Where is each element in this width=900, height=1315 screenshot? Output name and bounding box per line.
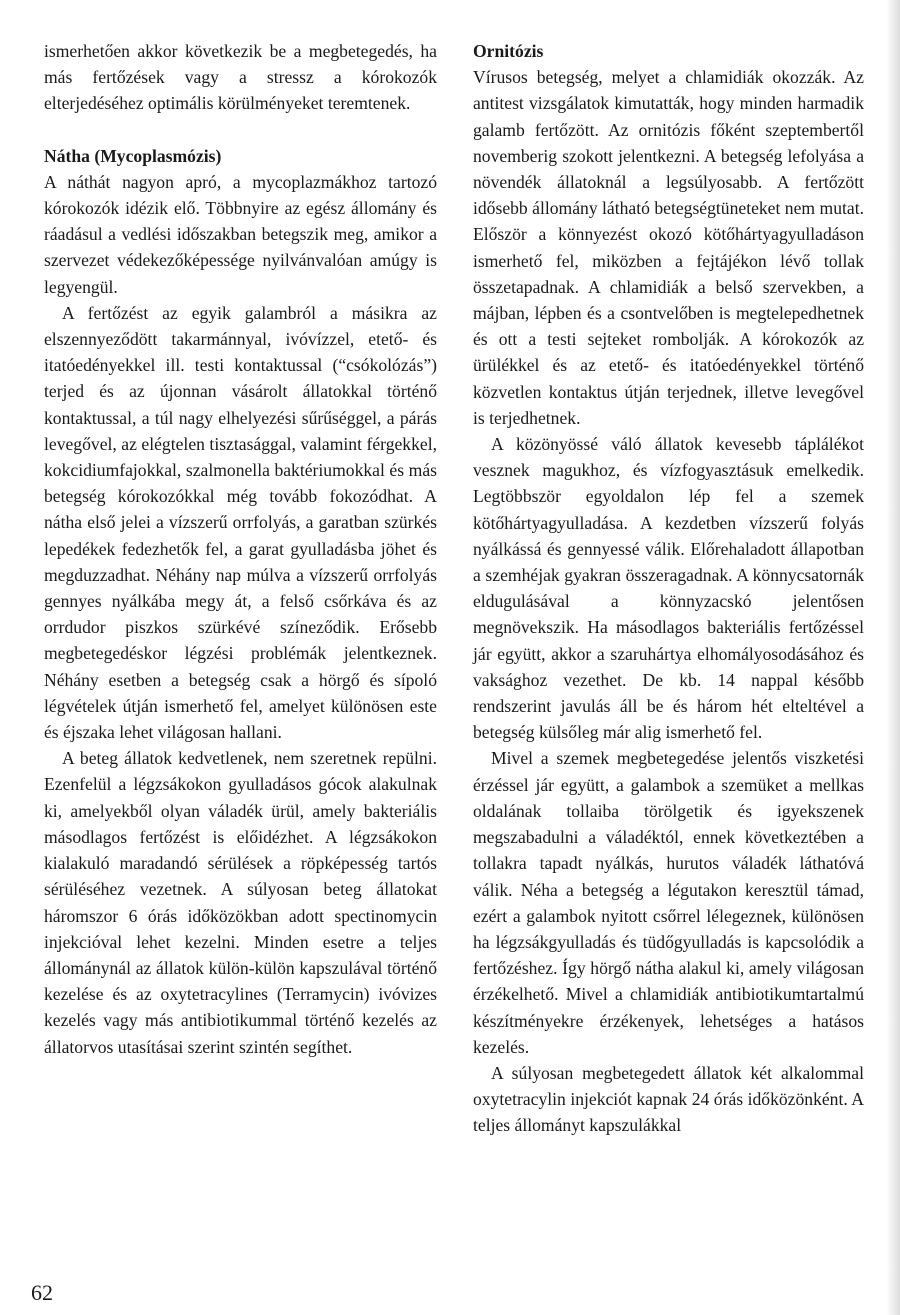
section-heading-ornitozis: Ornitózis bbox=[473, 41, 544, 61]
body-paragraph: Mivel a szemek megbetegedése jelentős viszketési érzéssel jár együtt, a galambok a szemüket a mellkas oldalának tollaiba törölgetik és igyekszenek megszabadulni a váladéktól, ennek következtében a tollakra tapadt nyálkás, hurutos váladék láthatóvá válik. Néha a betegség a légutakon keresztül támad, ezért a galambok nyitott csőrrel lélegeznek, különösen ha légzsákgyulladás és tüdőgyulladás is kapcsolódik a fertőzéshez. Így hörgő nátha alakul ki, amely világosan érzékelhető. Mivel a chlamidiák antibiotikumtartalmú készítményekre érzékenyek, lehetséges a hatásos kezelés. bbox=[473, 748, 864, 1057]
page-edge-shadow bbox=[886, 0, 900, 1315]
continued-paragraph: ismerhetően akkor következik be a megbetegedés, ha más fertőzések vagy a stressz a kórokozók elterjedéséhez optimális körülményeket teremtenek. bbox=[44, 41, 437, 114]
body-paragraph: A beteg állatok kedvetlenek, nem szeretnek repülni. Ezenfelül a légzsákokon gyulladásos gócok alakulnak ki, amelyekből olyan váladék ürül, amely bakteriális másodlagos fertőzést is előidézhet. A légzsákokon kialakuló maradandó sérülések a röpképesség tartós sérüléséhez vezetnek. A súlyosan beteg állatokat háromszor 6 órás időközökban adott spectinomycin injekcióval lehet kezelni. Minden esetre a teljes állománynál az állatok külön-külön kapszulával történő kezelése és az oxytetracylines (Terramycin) ivóvizes kezelés vagy más antibiotikummal történő kezelés az állatorvos utasításai szerint szintén segíthet. bbox=[44, 748, 437, 1057]
body-paragraph: Vírusos betegség, melyet a chlamidiák okozzák. Az antitest vizsgálatok kimutatták, hogy minden harmadik galamb fertőzött. Az ornitózis főként szeptembertől novemberig szokott jelentkezni. A betegség lefolyása a növendék állatoknál a legsúlyosabb. A fertőzött idősebb állomány látható betegségtüneteket nem mutat. Először a könnyezést okozó kötőhártyagyulladáson ismerhető fel, miközben a fejtájékon lévő tollak összetapadnak. A chlamidiák a belső szervekben, a májban, lépben és a csontvelőben is megtelepedhetnek és ott a testi sejteket rombolják. A kórokozók az ürülékkel és az etető- és itatóedényekkel történő közvetlen kontaktus útján terjednek, illetve levegővel is terjedhetnek. bbox=[473, 67, 864, 428]
left-column bbox=[44, 38, 437, 1060]
section-heading-natha: Nátha (Mycoplasmózis) bbox=[44, 145, 222, 166]
body-paragraph: A fertőzést az egyik galambról a másikra az elszennyeződött takarmánnyal, ivóvízzel, etető- és itatóedényekkel ill. testi kontaktussal (“csókolózás”) terjed és az újonnan vásárolt állatokkal történő kontaktussal, a túl nagy elhelyezési sűrűséggel, a párás levegővel, az elégtelen tisztasággal, valamint férgekkel, kokcidiumfajokkal, szalmonella baktériumokkal és más betegség kórokozókkal még tovább fokozódhat. A nátha első jelei a vízszerű orrfolyás, a garatban szürkés lepedékek fedezhetők fel, a garat gyulladásba jöhet és megduzzadhat. Néhány nap múlva a vízszerű orrfolyás gennyes nyálkába megy át, a felső csőrkáva és az orrdudor piszkos szürkévé színeződik. Erősebb megbetegedéskor légzési problémák jelentkeznek. Néhány esetben a betegség csak a hörgő és sípoló légvételek útján ismerhető fel, amelyet különösen este és éjszaka lehet világosan hallani. bbox=[44, 302, 437, 743]
right-column bbox=[473, 38, 864, 1139]
page-number: 62 bbox=[31, 1280, 53, 1305]
body-paragraph: A súlyosan megbetegedett állatok két alkalommal oxytetracylin injekciót kapnak 24 órás időközönként. A teljes állományt kapszulákkal bbox=[473, 1062, 864, 1136]
section-gap bbox=[44, 117, 437, 143]
body-paragraph: A náthát nagyon apró, a mycoplazmákhoz tartozó kórokozók idézik elő. Többnyire az egész állomány és ráadásul a vedlési időszakban betegszik meg, amikor a szervezet védekezőképessége nyilvánvalóan amúgy is legyengül. bbox=[44, 171, 437, 297]
body-paragraph: A közönyössé váló állatok kevesebb táplálékot vesznek magukhoz, és vízfogyasztásuk emelkedik. Legtöbbször egyoldalon lép fel a szemek kötőhártyagyulladása. A kezdetben vízszerű folyás nyálkássá és gennyessé válik. Előrehaladott állapotban a szemhéjak gyakran összeragadnak. A könnycsatornák eldugulásával a könnyzacskó jelentősen megnövekszik. Ha másodlagos bakteriális fertőzéssel jár együtt, akkor a szaruhártya elhomályosodásához és vaksághoz vezethet. De kb. 14 nappal később rendszerint javulás áll be és három hét elteltével a betegség külsőleg már alig ismerhető fel. bbox=[473, 434, 864, 743]
